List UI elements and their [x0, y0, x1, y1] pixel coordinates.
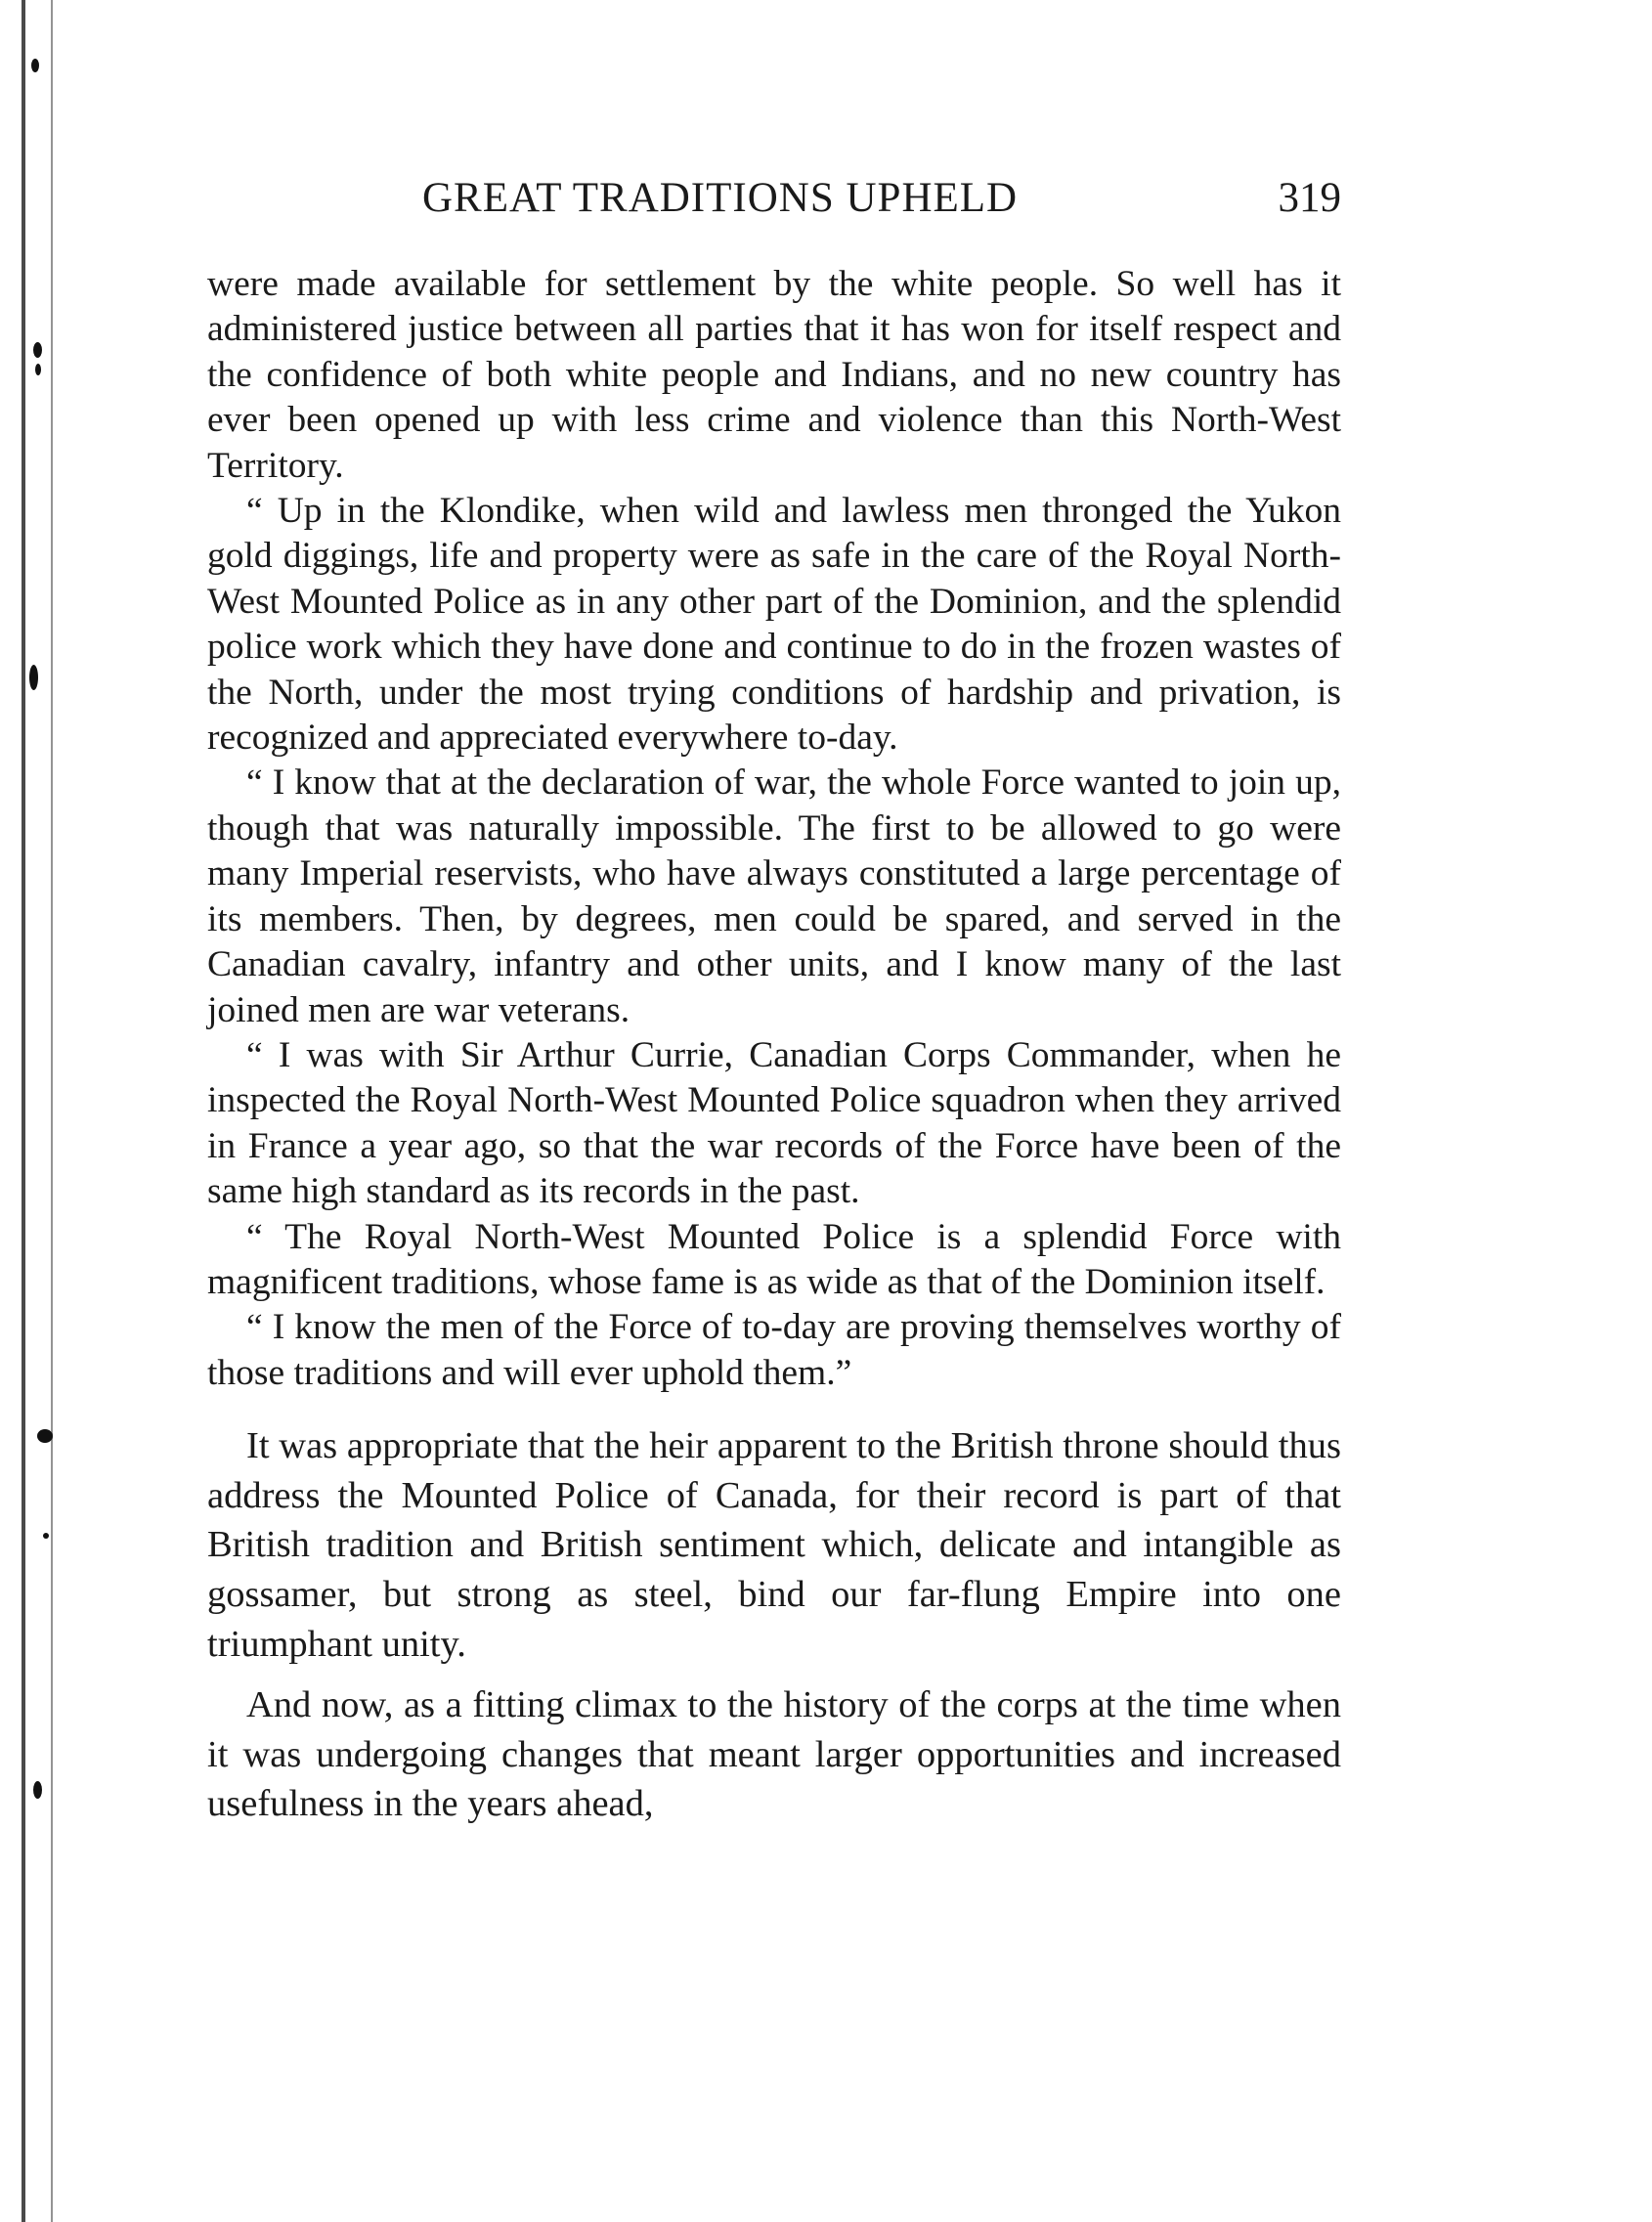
paragraph-heir-apparent: It was appropriate that the heir apparent to the British throne should thus address the Mounted Police of Canada, for their record is part of that British tradition and British sentiment which, delicate and intangible as gossamer, but strong as steel, bind our far-flung Empire into one triumphant unity. [207, 1425, 1341, 1665]
binding-speck [31, 59, 39, 72]
binding-edge-inner [51, 0, 53, 2222]
running-head [207, 174, 1341, 233]
paragraph-continuation: were made available for settlement by the white people. So well has it administered justice between all parties that it has won for itself respect and the confidence of both white people and Indians, and no new country has ever been opened up with less crime and violence than this North-West Territory. [207, 264, 1341, 486]
binding-speck [29, 665, 38, 690]
running-title: GREAT TRADITIONS UPHELD [422, 175, 1019, 221]
paragraph-quote-currie: “ I was with Sir Arthur Currie, Canadian Corps Commander, when he inspected the Royal North-West Mounted Police squadron when they arrived in France a year ago, so that the war records of the Force have been of the same high standard as its records in the past. [207, 1034, 1341, 1212]
page-number: 319 [1278, 175, 1341, 221]
paragraph-climax: And now, as a fitting climax to the history of the corps at the time when it was undergoing changes that meant larger opportunities and increased usefulness in the years ahead, [207, 1684, 1341, 1825]
binding-speck [33, 342, 42, 358]
binding-speck [43, 1533, 49, 1539]
binding-edge [22, 0, 25, 2222]
binding-speck [35, 364, 41, 375]
binding-speck [37, 1429, 53, 1443]
paragraph-quote-force: “ The Royal North-West Mounted Police is a splendid Force with magnificent traditions, whose fame is as wide as that of the Dominion itself. [207, 1216, 1341, 1302]
paragraph-quote-traditions: “ I know the men of the Force of to-day are proving themselves worthy of those traditions and will ever uphold them.” [207, 1307, 1341, 1393]
body-text [207, 262, 1341, 1829]
paragraph-quote-war: “ I know that at the declaration of war, the whole Force wanted to join up, though that was naturally impossible. The first to be allowed to go were many Imperial reservists, who have always constituted a large percentage of its members. Then, by degrees, men could be spared, and served in the Canadian cavalry, infantry and other units, and I know many of the last joined men are war veterans. [207, 762, 1341, 1030]
binding-speck [33, 1781, 42, 1799]
paragraph-quote-klondike: “ Up in the Klondike, when wild and lawless men thronged the Yukon gold diggings, life and property were as safe in the care of the Royal North-West Mounted Police as in any other part of the Dominion, and the splendid police work which they have done and continue to do in the frozen wastes of the North, under the most trying conditions of hardship and privation, is recognized and appreciated everywhere to-day. [207, 491, 1341, 759]
